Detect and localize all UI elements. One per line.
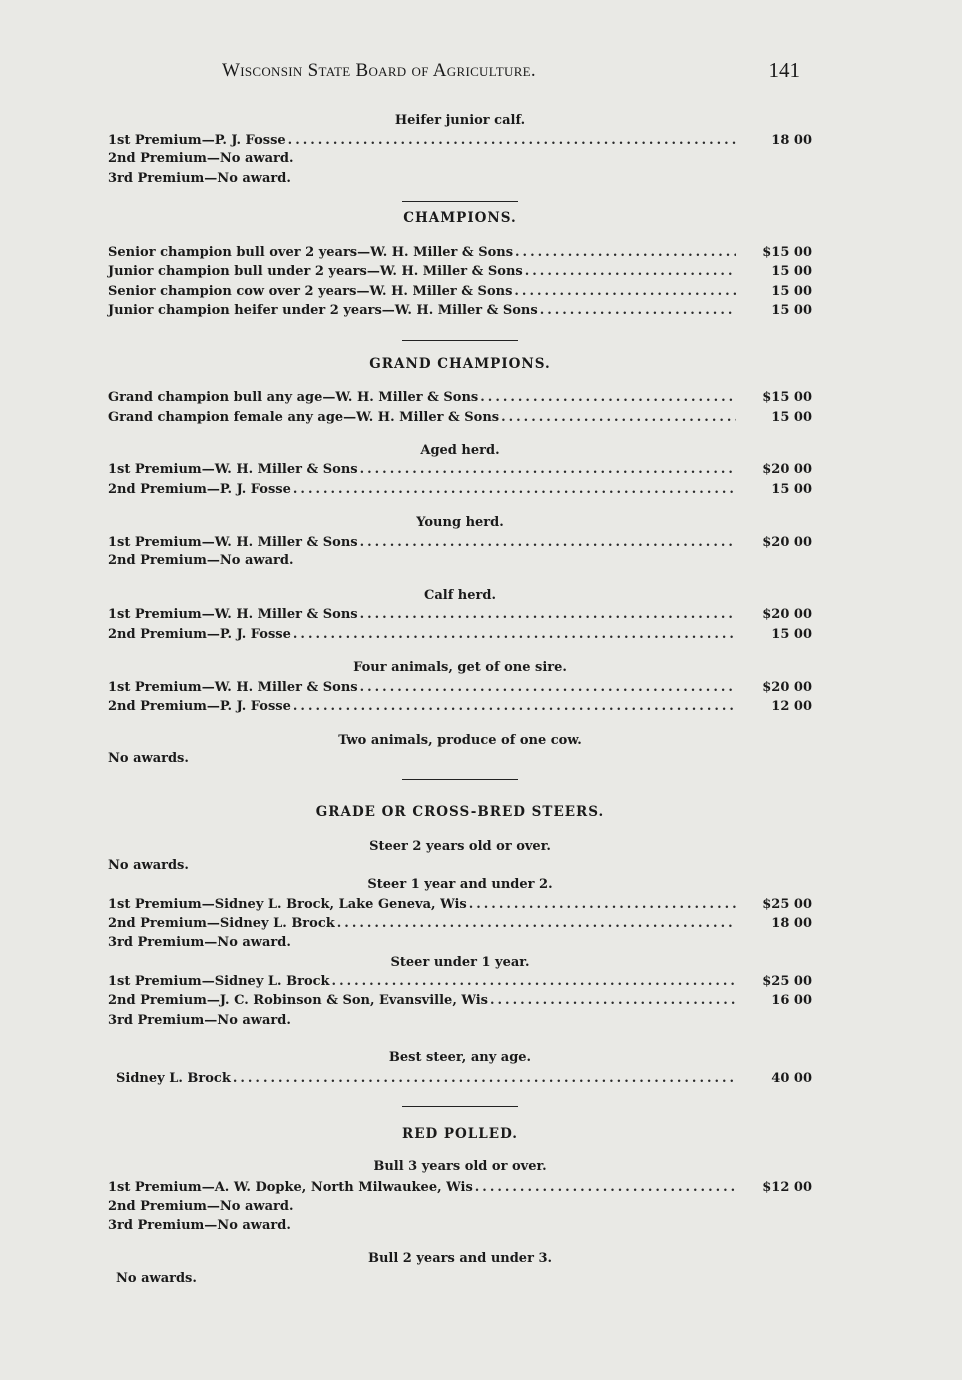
leader-dots [360,535,736,550]
section-title: GRAND CHAMPIONS. [369,356,551,372]
award-label: 2nd Premium—Sidney L. Brock [108,916,335,931]
award-label: Grand champion bull any age—W. H. Miller & Sons [108,390,479,405]
award-amount: $25 00 [762,897,812,912]
leader-dots [360,462,736,477]
page-number: 141 [768,58,800,82]
leader-dots [288,133,736,148]
award-row [108,897,812,915]
leader-dots [540,303,736,318]
divider [402,340,518,341]
award-row: No awards. [108,858,189,873]
award-label: Senior champion cow over 2 years—W. H. Miller & Sons [108,284,513,299]
leader-dots [480,390,736,405]
award-label: 2nd Premium—P. J. Fosse [108,699,291,714]
award-amount: 15 00 [771,303,812,318]
award-row [108,462,812,480]
award-amount: 16 00 [771,993,812,1008]
running-title: Wisconsin State Board of Agriculture. [222,60,536,81]
section-title: RED POLLED. [401,1126,519,1142]
award-label: 1st Premium—P. J. Fosse [108,133,286,148]
leader-dots [475,1180,736,1195]
award-label: 1st Premium—W. H. Miller & Sons [108,607,358,622]
divider [402,1106,518,1107]
award-row: 2nd Premium—No award. [108,553,294,568]
award-amount: 12 00 [771,699,812,714]
award-row: 3rd Premium—No award. [108,935,291,950]
section-subtitle: Young herd. [416,515,504,530]
award-row [108,974,812,992]
section-subtitle: Steer under 1 year. [390,955,530,970]
leader-dots [293,482,736,497]
award-amount: 40 00 [771,1071,812,1086]
award-amount: 18 00 [771,916,812,931]
leader-dots [293,699,736,714]
award-amount: $25 00 [762,974,812,989]
award-amount: $15 00 [762,245,812,260]
award-row: 2nd Premium—No award. [108,1199,294,1214]
award-row [108,245,812,263]
award-row [108,627,812,645]
award-row [108,699,812,717]
section-subtitle: Bull 2 years and under 3. [367,1251,553,1266]
section-subtitle: Four animals, get of one sire. [353,660,567,675]
running-header [110,60,810,90]
award-row [108,607,812,625]
award-label: 2nd Premium—J. C. Robinson & Son, Evansville, Wis [108,993,488,1008]
award-row [108,390,812,408]
leader-dots [360,680,736,695]
award-amount: 15 00 [771,410,812,425]
award-label: 1st Premium—A. W. Dopke, North Milwaukee, Wis [108,1180,473,1195]
leader-dots [525,264,736,279]
award-amount: 18 00 [771,133,812,148]
award-label: Junior champion bull under 2 years—W. H. Miller & Sons [108,264,523,279]
leader-dots [469,897,736,912]
award-label: Sidney L. Brock [116,1071,231,1086]
award-label: Junior champion heifer under 2 years—W. H. Miller & Sons [108,303,538,318]
leader-dots [501,410,736,425]
leader-dots [293,627,736,642]
award-row [116,1071,812,1089]
award-amount: 15 00 [771,627,812,642]
award-row: 2nd Premium—No award. [108,151,294,166]
section-subtitle: Two animals, produce of one cow. [338,733,582,748]
section-title: GRADE OR CROSS-BRED STEERS. [315,804,605,820]
award-row [108,284,812,302]
leader-dots [233,1071,736,1086]
award-row [108,482,812,500]
section-subtitle: Aged herd. [420,443,500,458]
award-row [108,680,812,698]
section-subtitle: Steer 1 year and under 2. [367,877,553,892]
award-row [108,535,812,553]
award-row: 3rd Premium—No award. [108,1218,291,1233]
leader-dots [514,284,736,299]
award-label: Grand champion female any age—W. H. Miller & Sons [108,410,500,425]
award-amount: 15 00 [771,284,812,299]
award-row [108,410,812,428]
award-row: No awards. [108,751,189,766]
award-label: 1st Premium—W. H. Miller & Sons [108,462,358,477]
section-subtitle: Heifer junior calf. [394,113,526,128]
award-row: 3rd Premium—No award. [108,1013,291,1028]
section-subtitle: Bull 3 years old or over. [373,1159,547,1174]
award-amount: $20 00 [762,680,812,695]
award-row [108,993,812,1011]
award-label: 2nd Premium—P. J. Fosse [108,482,291,497]
award-label: 1st Premium—W. H. Miller & Sons [108,535,358,550]
award-amount: $12 00 [762,1180,812,1195]
award-label: 1st Premium—Sidney L. Brock, Lake Geneva, Wis [108,897,467,912]
leader-dots [515,245,736,260]
award-row [108,916,812,934]
section-title: CHAMPIONS. [403,210,517,226]
section-subtitle: Best steer, any age. [388,1050,532,1065]
divider [402,779,518,780]
award-row [108,264,812,282]
award-row: 3rd Premium—No award. [108,171,291,186]
leader-dots [337,916,736,931]
award-amount: $20 00 [762,607,812,622]
award-label: 1st Premium—Sidney L. Brock [108,974,330,989]
award-row [108,1180,812,1198]
section-subtitle: Calf herd. [423,588,496,603]
divider [402,201,518,202]
leader-dots [490,993,736,1008]
award-amount: 15 00 [771,482,812,497]
award-amount: 15 00 [771,264,812,279]
award-row [108,303,812,321]
award-label: Senior champion bull over 2 years—W. H. Miller & Sons [108,245,514,260]
award-amount: $20 00 [762,535,812,550]
award-amount: $15 00 [762,390,812,405]
leader-dots [360,607,736,622]
section-subtitle: Steer 2 years old or over. [369,839,551,854]
award-amount: $20 00 [762,462,812,477]
leader-dots [332,974,736,989]
award-row [108,133,812,151]
award-label: 1st Premium—W. H. Miller & Sons [108,680,358,695]
award-label: 2nd Premium—P. J. Fosse [108,627,291,642]
award-row: No awards. [116,1271,197,1286]
